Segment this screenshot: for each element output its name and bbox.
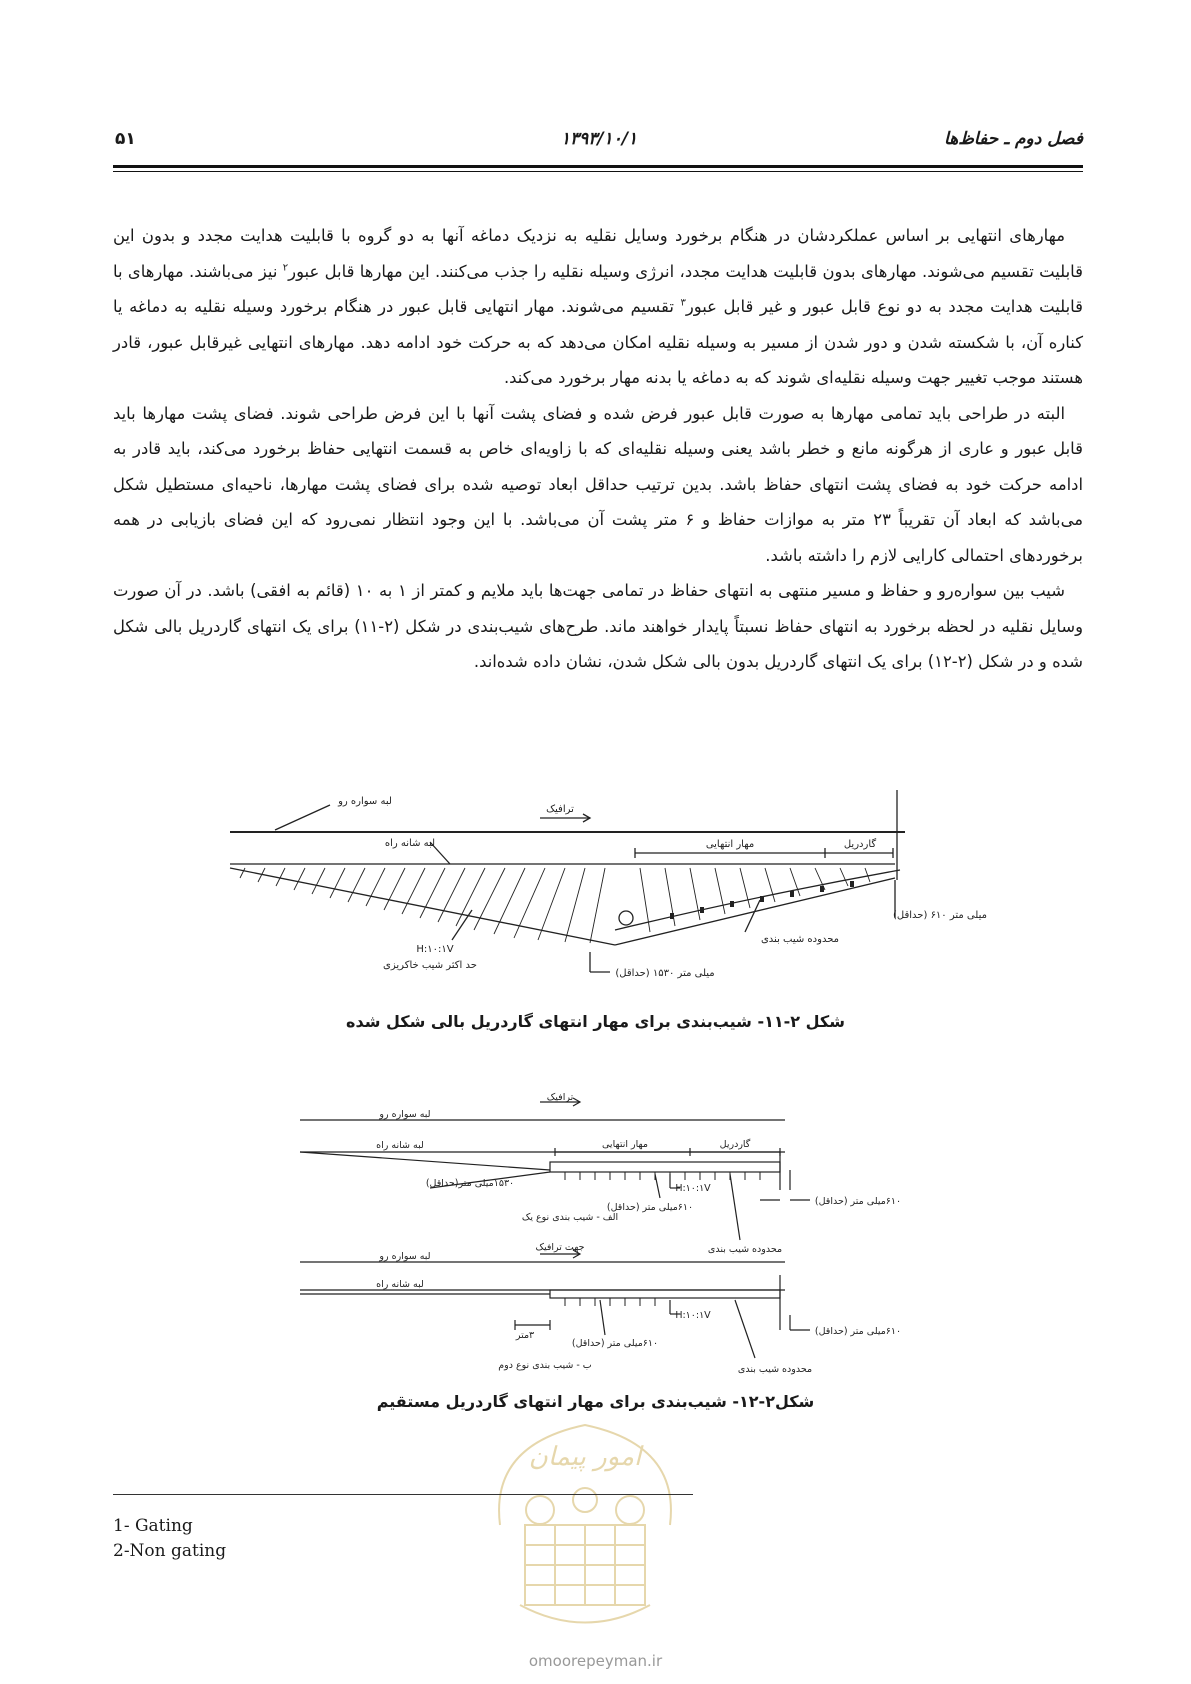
watermark-seal-icon [480, 1405, 690, 1645]
b-label-dim-3m: ۳متر [515, 1330, 535, 1341]
b-label-edge-roadway: لبه سواره رو [379, 1251, 431, 1262]
header-rule-thick [113, 165, 1083, 168]
label-edge-shoulder: لبه شانه راه [384, 838, 436, 849]
a-label-traffic: ترافیک [546, 1092, 574, 1103]
a-label-edge-shoulder: لبه شانه راه [376, 1140, 424, 1151]
figure-2-12-drawing [0, 1090, 1191, 1380]
label-grading-area: محدوده شیب بندی [760, 934, 840, 945]
b-label-grading-area: محدوده شیب بندی [737, 1364, 813, 1375]
figure-2-12 [0, 1090, 1191, 1380]
footnote-2: 2-Non gating [113, 1541, 227, 1561]
a-label-dim-610-b: ۶۱۰میلی متر (حداقل) [814, 1196, 902, 1207]
watermark-site: omoorepeyman.ir [528, 1652, 663, 1670]
footnotes [113, 1514, 226, 1564]
a-label-end-anchor: مهار انتهایی [602, 1139, 648, 1150]
b-label-edge-shoulder: لبه شانه راه [376, 1279, 424, 1290]
figure-2-11-caption: شکل ۲-۱۱- شیب‌بندی برای مهار انتهای گاردریل بالی شکل شده [346, 1012, 845, 1031]
label-dim-1530: میلی متر ۱۵۳۰ (حداقل) [615, 968, 715, 979]
b-label-dim-610-a: ۶۱۰میلی متر (حداقل) [571, 1338, 659, 1349]
footnote-rule [113, 1494, 693, 1495]
label-dim-610: میلی متر ۶۱۰ (حداقل) [893, 910, 987, 921]
figure-2-11-drawing [0, 790, 1191, 990]
b-label-traffic: جهت ترافیک [535, 1242, 585, 1253]
paragraph-3: شیب بین سواره‌رو و حفاظ و مسیر منتهی به انتهای حفاظ در تمامی جهت‌ها باید ملایم و کمتر از ۱ به ۱۰ (قائم به افقی) باشد. در آن صورت وسایل نقلیه در لحظه برخورد به انتهای حفاظ نسبتاً پایدار خواهند ماند. طرح‌های شیب‌بندی در شکل (۲-۱۱) برای یک انتهای گاردریل بالی شکل شده و در شکل (۲-۱۲) برای یک انتهای گاردریل بدون بالی شکل شدن، نشان داده شده‌اند. [113, 581, 1083, 671]
label-max-slope: حد اکثر شیب خاکریزی [383, 960, 477, 971]
b-label-dim-610-b: ۶۱۰میلی متر (حداقل) [814, 1326, 902, 1337]
label-end-anchor: مهار انتهایی [705, 839, 755, 850]
figure-2-12-caption: شکل۲-۱۲- شیب‌بندی برای مهار انتهای گاردریل مستقیم [376, 1392, 815, 1411]
label-edge-roadway: لبه سواره رو [338, 796, 392, 807]
chapter-title: فصل دوم ـ حفاظ‌ها [944, 129, 1083, 149]
a-label-dim-610-a: ۶۱۰میلی متر (حداقل) [606, 1202, 694, 1213]
b-label-slope-ratio: H:۱۰:۱V [675, 1310, 711, 1321]
a-label-slope-ratio: H:۱۰:۱V [675, 1183, 711, 1194]
body-text [113, 218, 1083, 680]
page-header [115, 125, 1083, 155]
a-label-dim-1530: ۱۵۳۰میلی متر(حداقل) [425, 1178, 515, 1189]
page-number: ۵۱ [115, 129, 136, 149]
figure-2-11 [0, 790, 1191, 990]
header-date: ۱۳۹۳/۱۰/۱ [560, 129, 638, 149]
paragraph-1: مهارهای انتهایی بر اساس عملکردشان در هنگام برخورد وسایل نقلیه به نزدیک دماغه آنها به دو گروه با قابلیت هدایت مجدد و بدون این قابلیت تقسیم می‌شوند. مهارهای بدون قابلیت هدایت مجدد، انرژی وسیله نقلیه را جذب می‌کنند. این مهارها قابل عبور$^۲$ نیز می‌باشند. مهارهای با قابلیت هدایت مجدد به دو نوع قابل عبور و غیر قابل عبور$^۳$ تقسیم می‌شوند. مهار انتهایی قابل عبور در هنگام برخورد وسیله نقلیه به دماغه یا کناره آن، با شکسته شدن و دور شدن از مسیر به وسیله نقلیه امکان می‌دهد که به حرکت خود ادامه دهد. مهارهای انتهایی غیرقابل عبور، قادر هستند موجب تغییر جهت وسیله نقلیه‌ای شوند که به دماغه یا بدنه مهار برخورد می‌کند. [113, 226, 1083, 387]
a-title: الف - شیب بندی نوع یک [521, 1212, 619, 1223]
header-rule-thin [113, 171, 1083, 172]
a-label-edge-roadway: لبه سواره رو [379, 1109, 431, 1120]
a-label-grading-area: محدوده شیب بندی [707, 1244, 783, 1255]
footnote-1: 1- Gating [113, 1516, 193, 1536]
label-slope-ratio: H:۱۰:۱V [416, 944, 454, 955]
label-guardrail: گاردریل [843, 839, 877, 850]
paragraph-2: البته در طراحی باید تمامی مهارها به صورت قابل عبور فرض شده و فضای پشت آنها با این فرض طراحی شوند. فضای پشت مهارها باید قابل عبور و عاری از هرگونه مانع و خطر باشد یعنی وسیله نقلیه‌ای که با زاویه‌ای خاص به قسمت انتهایی حفاظ برخورد می‌کند، باید قادر به ادامه حرکت خود به فضای پشت انتهای حفاظ باشد. بدین ترتیب حداقل ابعاد توصیه شده برای فضای پشت مهارها، ناحیه‌ای مستطیل شکل می‌باشد که ابعاد آن تقریباً ۲۳ متر به موازات حفاظ و ۶ متر پشت آن می‌باشد. با این وجود انتظار نمی‌رود که این فضای بازیابی در همه برخوردهای احتمالی کارایی لازم را داشته باشد. [113, 403, 1084, 565]
a-label-guardrail: گاردریل [719, 1139, 751, 1150]
b-title: ب - شیب بندی نوع دوم [498, 1360, 592, 1371]
label-traffic: ترافیک [546, 804, 574, 815]
svg-text:امور پیمان: امور پیمان [528, 1442, 642, 1472]
